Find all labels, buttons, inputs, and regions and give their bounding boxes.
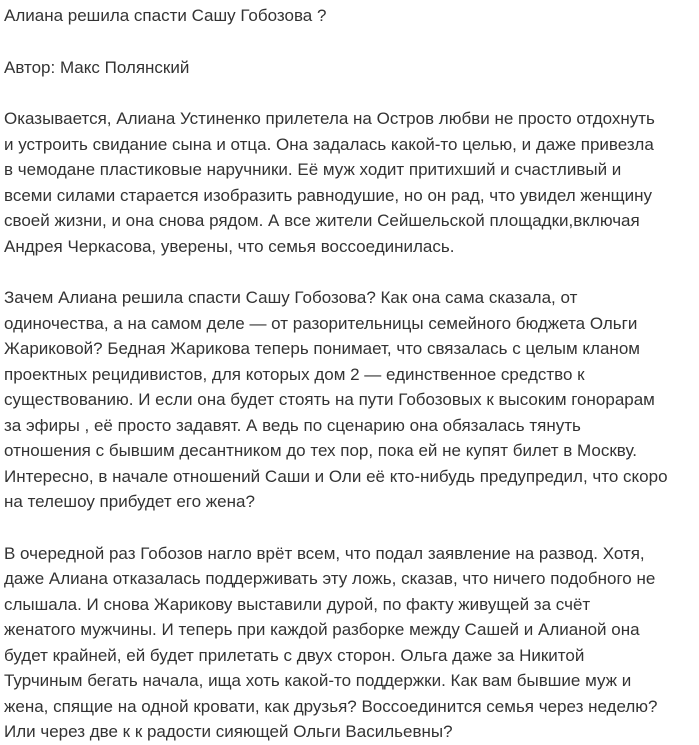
paragraph-line: всеми силами старается изобразить равнодушие, но он рад, что увидел женщину xyxy=(4,185,652,205)
paragraph-3 xyxy=(4,541,699,745)
paragraph-line: отношения с бывшим десантником до тех пор, пока ей не купят билет в Москву. xyxy=(4,441,637,460)
paragraph-line: Зачем Алиана решила спасти Сашу Гобозова? Как она сама сказала, от xyxy=(4,288,578,307)
paragraph-line: женатого мужчины. И теперь при каждой разборке между Сашей и Алианой она xyxy=(4,620,640,639)
paragraph-line: Интересно, в начале отношений Саши и Оли её кто-нибудь предупредил, что скоро xyxy=(4,466,668,486)
paragraph-line: даже Алиана отказалась поддерживать эту ложь, сказав, что ничего подобного не xyxy=(4,569,656,588)
paragraph-line: одиночества, а на самом деле — от разорительницы семейного бюджета Ольги xyxy=(4,313,638,333)
paragraph-line: в чемодане пластиковые наручники. Её муж ходит притихший и счастливый и xyxy=(4,160,622,179)
article-title xyxy=(4,0,699,29)
article-author xyxy=(4,55,699,81)
paragraph-1 xyxy=(4,106,699,259)
article-title-text: Алиана решила спасти Сашу Гобозова ? xyxy=(4,6,327,25)
paragraph-line: и устроить свидание сына и отца. Она задалась какой-то целью, и даже привезла xyxy=(4,134,654,154)
paragraph-line: Турчиным бегать начала, ища хоть какой-то поддержки. Как вам бывшие муж и xyxy=(4,671,632,690)
paragraph-line: Жариковой? Бедная Жарикова теперь понимает, что связалась с целым кланом xyxy=(4,339,640,358)
paragraph-line: Оказывается, Алиана Устиненко прилетела на Остров любви не просто отдохнуть xyxy=(4,109,655,128)
paragraph-line: Андрея Черкасова, уверены, что семья воссоединилась. xyxy=(4,236,455,256)
paragraph-line: существованию. И если она будет стоять на пути Гобозовых к высоким гонорарам xyxy=(4,390,655,409)
paragraph-line: В очередной раз Гобозов нагло врёт всем, что подал заявление на развод. Хотя, xyxy=(4,543,645,563)
paragraph-line: за эфиры , её просто задавят. А ведь по сценарию она обязалась тянуть xyxy=(4,415,581,435)
paragraph-line: Или через две к к радости сияющей Ольги Васильевны? xyxy=(4,722,453,741)
paragraph-line: на телешоу прибудет его жена? xyxy=(4,492,255,511)
paragraph-line: слышала. И снова Жарикову выставили дурой, по факту живущей за счёт xyxy=(4,594,591,614)
paragraph-2 xyxy=(4,285,699,515)
paragraph-line: своей жизни, и она снова рядом. А все жители Сейшельской площадки,включая xyxy=(4,211,640,230)
paragraph-line: проектных рецидивистов, для которых дом 2 — единственное средство к xyxy=(4,364,585,384)
paragraph-line: будет крайней, ей будет прилетать с двух сторон. Ольга даже за Никитой xyxy=(4,645,585,665)
paragraph-line: жена, спящие на одной кровати, как друзья? Воссоединится семья через неделю? xyxy=(4,696,658,716)
article-author-text: Автор: Макс Полянский xyxy=(4,57,190,77)
